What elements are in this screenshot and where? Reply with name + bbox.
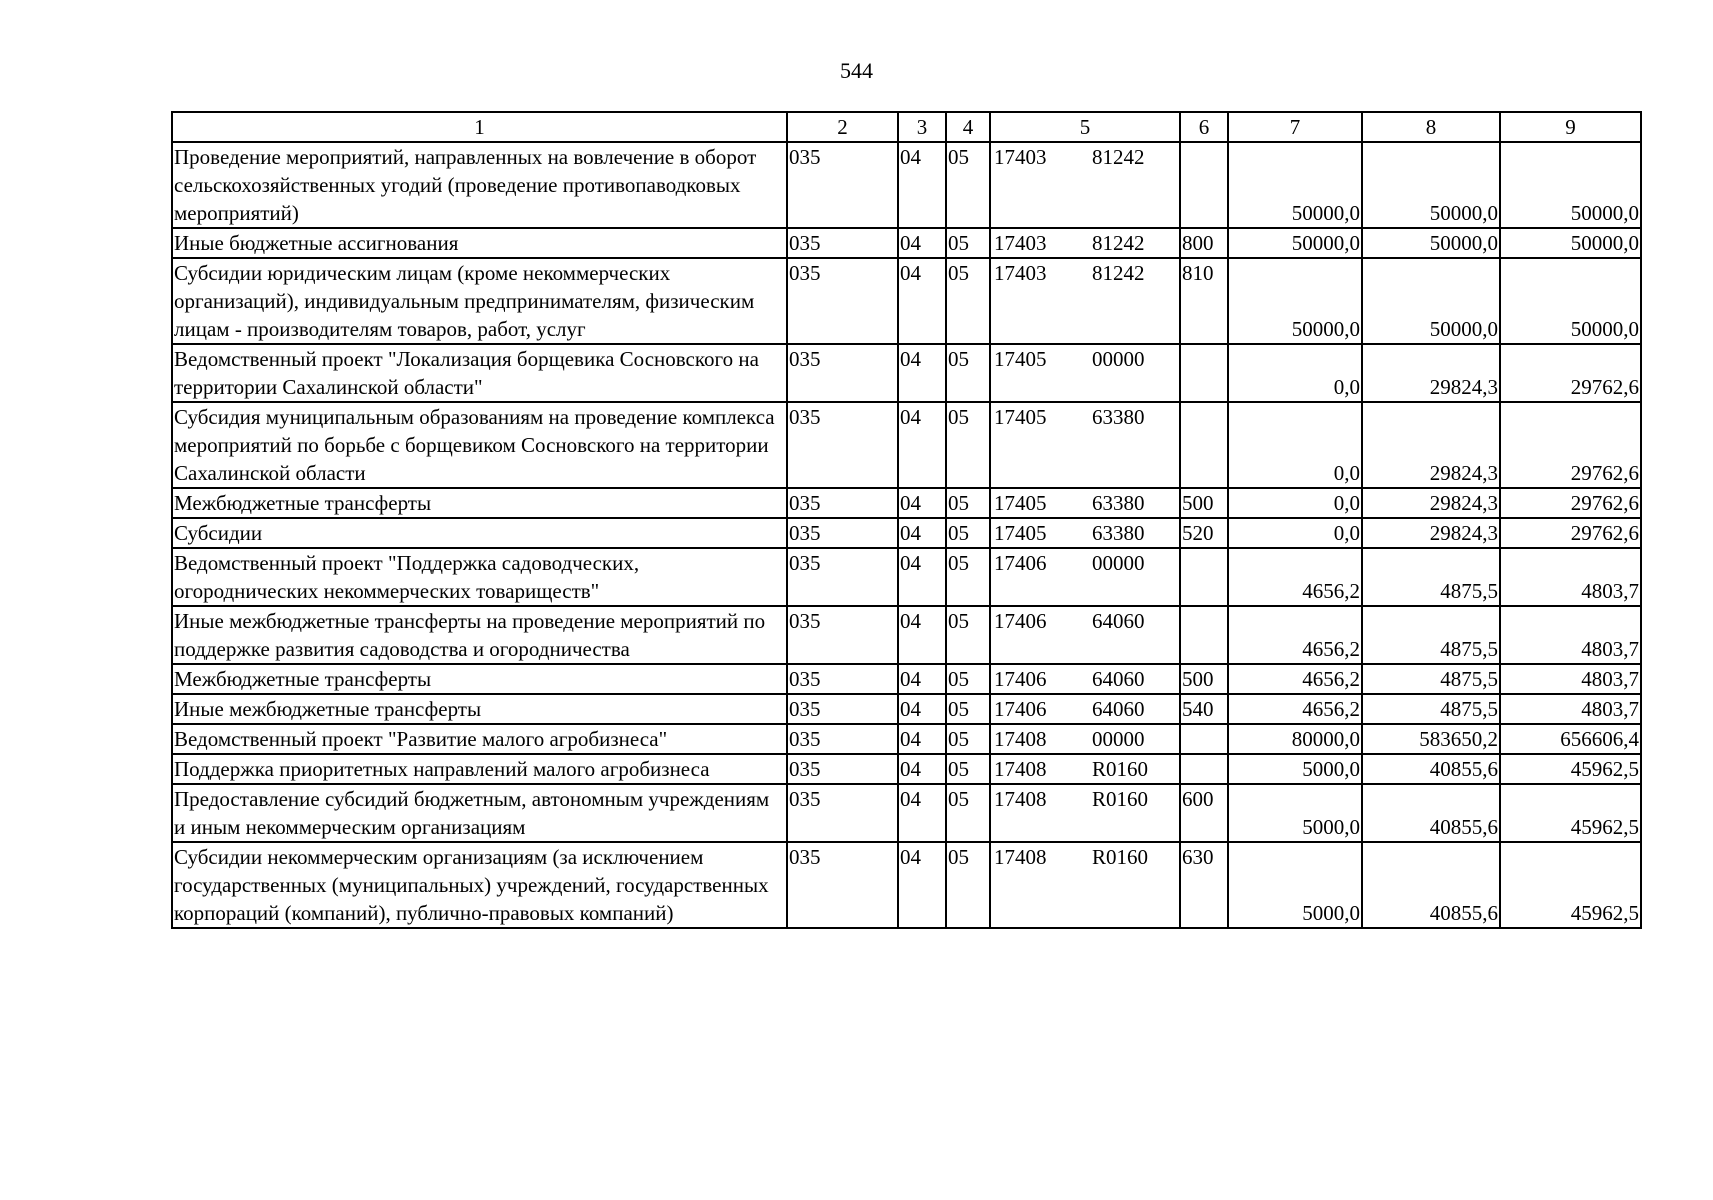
code-admin: 035 — [787, 258, 898, 344]
budget-table — [171, 111, 1642, 929]
amount-col-9: 29762,6 — [1500, 402, 1641, 488]
code-admin: 035 — [787, 694, 898, 724]
code-admin: 035 — [787, 518, 898, 548]
code-target — [990, 258, 1180, 344]
code-target-program: 17408 — [994, 787, 1047, 811]
amount-col-9: 45962,5 — [1500, 784, 1641, 842]
amount-col-7: 4656,2 — [1228, 548, 1362, 606]
code-target — [990, 784, 1180, 842]
code-section: 04 — [898, 548, 946, 606]
amount-col-8: 29824,3 — [1362, 488, 1500, 518]
amount-col-7: 50000,0 — [1228, 258, 1362, 344]
code-expense-type — [1180, 402, 1228, 488]
table-row — [172, 606, 1641, 664]
code-admin: 035 — [787, 228, 898, 258]
amount-col-8: 4875,5 — [1362, 548, 1500, 606]
code-target — [990, 664, 1180, 694]
amount-col-7: 4656,2 — [1228, 606, 1362, 664]
amount-col-7: 50000,0 — [1228, 142, 1362, 228]
code-target-program: 17408 — [994, 727, 1047, 751]
code-admin: 035 — [787, 842, 898, 928]
amount-col-7: 4656,2 — [1228, 694, 1362, 724]
table-row — [172, 142, 1641, 228]
table-row — [172, 344, 1641, 402]
code-target-direction: 00000 — [1092, 727, 1145, 751]
row-name: Проведение мероприятий, направленных на вовлечение в оборот сельскохозяйственных угодий (проведение противопаводковых мероприятий) — [172, 142, 787, 228]
amount-col-9: 29762,6 — [1500, 518, 1641, 548]
amount-col-8: 40855,6 — [1362, 754, 1500, 784]
table-row — [172, 784, 1641, 842]
table-row — [172, 518, 1641, 548]
code-target-direction: 81242 — [1092, 145, 1145, 169]
code-target — [990, 402, 1180, 488]
code-admin: 035 — [787, 606, 898, 664]
table-row — [172, 724, 1641, 754]
code-admin: 035 — [787, 754, 898, 784]
code-target — [990, 606, 1180, 664]
row-name: Ведомственный проект "Поддержка садоводческих, огороднических некоммерческих товариществ" — [172, 548, 787, 606]
amount-col-9: 45962,5 — [1500, 754, 1641, 784]
code-admin: 035 — [787, 344, 898, 402]
page-number: 544 — [840, 58, 873, 83]
code-subsection: 05 — [946, 402, 990, 488]
header-row — [172, 112, 1641, 142]
row-name: Субсидии юридическим лицам (кроме некоммерческих организаций), индивидуальным предпринимателям, физическим лицам - производителям товаров, работ, услуг — [172, 258, 787, 344]
row-name: Предоставление субсидий бюджетным, автономным учреждениям и иным некоммерческим организациям — [172, 784, 787, 842]
code-target-program: 17406 — [994, 667, 1047, 691]
code-target — [990, 488, 1180, 518]
code-target — [990, 842, 1180, 928]
table-row — [172, 488, 1641, 518]
amount-col-7: 4656,2 — [1228, 664, 1362, 694]
table-row — [172, 754, 1641, 784]
code-target-direction: 64060 — [1092, 667, 1145, 691]
table-row — [172, 842, 1641, 928]
code-admin: 035 — [787, 548, 898, 606]
code-subsection: 05 — [946, 754, 990, 784]
code-expense-type: 810 — [1180, 258, 1228, 344]
amount-col-9: 4803,7 — [1500, 606, 1641, 664]
code-subsection: 05 — [946, 344, 990, 402]
row-name: Иные бюджетные ассигнования — [172, 228, 787, 258]
code-target — [990, 754, 1180, 784]
code-target-program: 17405 — [994, 491, 1047, 515]
code-target-program: 17406 — [994, 697, 1047, 721]
code-target-direction: 63380 — [1092, 521, 1145, 545]
header-cell-5: 5 — [990, 112, 1180, 142]
code-admin: 035 — [787, 488, 898, 518]
code-subsection: 05 — [946, 606, 990, 664]
amount-col-9: 656606,4 — [1500, 724, 1641, 754]
amount-col-9: 29762,6 — [1500, 344, 1641, 402]
code-target — [990, 142, 1180, 228]
code-expense-type: 520 — [1180, 518, 1228, 548]
code-section: 04 — [898, 694, 946, 724]
code-expense-type: 540 — [1180, 694, 1228, 724]
code-target-direction: R0160 — [1092, 757, 1149, 781]
code-subsection: 05 — [946, 724, 990, 754]
row-name: Субсидия муниципальным образованиям на проведение комплекса мероприятий по борьбе с борщевиком Сосновского на территории Сахалинской области — [172, 402, 787, 488]
code-target — [990, 228, 1180, 258]
code-admin: 035 — [787, 784, 898, 842]
code-expense-type — [1180, 142, 1228, 228]
header-cell-7: 7 — [1228, 112, 1362, 142]
code-expense-type — [1180, 606, 1228, 664]
code-subsection: 05 — [946, 548, 990, 606]
row-name: Субсидии некоммерческим организациям (за исключением государственных (муниципальных) учреждений, государственных корпораций (компаний), публично-правовых компаний) — [172, 842, 787, 928]
table-row — [172, 694, 1641, 724]
code-target — [990, 694, 1180, 724]
amount-col-8: 4875,5 — [1362, 606, 1500, 664]
amount-col-9: 45962,5 — [1500, 842, 1641, 928]
code-subsection: 05 — [946, 142, 990, 228]
code-expense-type: 630 — [1180, 842, 1228, 928]
code-target-program: 17405 — [994, 347, 1047, 371]
code-subsection: 05 — [946, 258, 990, 344]
row-name: Ведомственный проект "Развитие малого агробизнеса" — [172, 724, 787, 754]
amount-col-7: 5000,0 — [1228, 754, 1362, 784]
header-cell-1: 1 — [172, 112, 787, 142]
table-body — [172, 142, 1641, 928]
table-row — [172, 402, 1641, 488]
code-target — [990, 518, 1180, 548]
code-target-program: 17406 — [994, 551, 1047, 575]
code-target-direction: R0160 — [1092, 845, 1149, 869]
amount-col-8: 40855,6 — [1362, 784, 1500, 842]
amount-col-8: 4875,5 — [1362, 694, 1500, 724]
header-cell-2: 2 — [787, 112, 898, 142]
code-expense-type: 600 — [1180, 784, 1228, 842]
table-row — [172, 228, 1641, 258]
code-expense-type: 800 — [1180, 228, 1228, 258]
code-target-program: 17408 — [994, 757, 1047, 781]
amount-col-9: 4803,7 — [1500, 694, 1641, 724]
header-cell-8: 8 — [1362, 112, 1500, 142]
row-name: Поддержка приоритетных направлений малого агробизнеса — [172, 754, 787, 784]
amount-col-7: 50000,0 — [1228, 228, 1362, 258]
code-target-direction: 81242 — [1092, 231, 1145, 255]
table-row — [172, 258, 1641, 344]
amount-col-9: 4803,7 — [1500, 548, 1641, 606]
amount-col-8: 50000,0 — [1362, 258, 1500, 344]
code-admin: 035 — [787, 664, 898, 694]
code-section: 04 — [898, 488, 946, 518]
code-target-direction: 00000 — [1092, 551, 1145, 575]
amount-col-9: 4803,7 — [1500, 664, 1641, 694]
code-subsection: 05 — [946, 842, 990, 928]
row-name: Межбюджетные трансферты — [172, 488, 787, 518]
code-section: 04 — [898, 228, 946, 258]
code-target-program: 17403 — [994, 145, 1047, 169]
amount-col-8: 4875,5 — [1362, 664, 1500, 694]
code-section: 04 — [898, 258, 946, 344]
code-section: 04 — [898, 606, 946, 664]
code-target-program: 17403 — [994, 261, 1047, 285]
amount-col-7: 5000,0 — [1228, 842, 1362, 928]
code-subsection: 05 — [946, 228, 990, 258]
code-section: 04 — [898, 402, 946, 488]
amount-col-7: 5000,0 — [1228, 784, 1362, 842]
code-subsection: 05 — [946, 694, 990, 724]
code-section: 04 — [898, 754, 946, 784]
header-cell-6: 6 — [1180, 112, 1228, 142]
code-expense-type — [1180, 754, 1228, 784]
code-target-direction: 64060 — [1092, 609, 1145, 633]
code-section: 04 — [898, 724, 946, 754]
header-cell-4: 4 — [946, 112, 990, 142]
row-name: Иные межбюджетные трансферты на проведение мероприятий по поддержке развития садоводства и огородничества — [172, 606, 787, 664]
code-subsection: 05 — [946, 518, 990, 548]
code-target — [990, 724, 1180, 754]
code-target-direction: 63380 — [1092, 491, 1145, 515]
amount-col-8: 29824,3 — [1362, 344, 1500, 402]
code-target-direction: 81242 — [1092, 261, 1145, 285]
code-subsection: 05 — [946, 784, 990, 842]
code-section: 04 — [898, 842, 946, 928]
code-target — [990, 548, 1180, 606]
row-name: Иные межбюджетные трансферты — [172, 694, 787, 724]
header-cell-9: 9 — [1500, 112, 1641, 142]
code-target-direction: 64060 — [1092, 697, 1145, 721]
code-target — [990, 344, 1180, 402]
amount-col-7: 0,0 — [1228, 488, 1362, 518]
row-name: Ведомственный проект "Локализация борщевика Сосновского на территории Сахалинской области" — [172, 344, 787, 402]
row-name: Межбюджетные трансферты — [172, 664, 787, 694]
amount-col-8: 583650,2 — [1362, 724, 1500, 754]
row-name: Субсидии — [172, 518, 787, 548]
code-target-program: 17405 — [994, 405, 1047, 429]
code-target-direction: R0160 — [1092, 787, 1149, 811]
header-cell-3: 3 — [898, 112, 946, 142]
code-section: 04 — [898, 344, 946, 402]
amount-col-9: 50000,0 — [1500, 228, 1641, 258]
code-admin: 035 — [787, 724, 898, 754]
amount-col-9: 29762,6 — [1500, 488, 1641, 518]
code-expense-type — [1180, 344, 1228, 402]
code-section: 04 — [898, 784, 946, 842]
code-expense-type: 500 — [1180, 488, 1228, 518]
amount-col-8: 29824,3 — [1362, 518, 1500, 548]
amount-col-9: 50000,0 — [1500, 258, 1641, 344]
table-row — [172, 548, 1641, 606]
code-admin: 035 — [787, 142, 898, 228]
amount-col-7: 0,0 — [1228, 402, 1362, 488]
code-expense-type: 500 — [1180, 664, 1228, 694]
code-admin: 035 — [787, 402, 898, 488]
amount-col-7: 80000,0 — [1228, 724, 1362, 754]
code-target-program: 17406 — [994, 609, 1047, 633]
code-target-program: 17408 — [994, 845, 1047, 869]
code-subsection: 05 — [946, 664, 990, 694]
amount-col-8: 29824,3 — [1362, 402, 1500, 488]
code-expense-type — [1180, 548, 1228, 606]
table-row — [172, 664, 1641, 694]
code-target-program: 17405 — [994, 521, 1047, 545]
code-section: 04 — [898, 518, 946, 548]
amount-col-9: 50000,0 — [1500, 142, 1641, 228]
code-section: 04 — [898, 142, 946, 228]
code-target-direction: 00000 — [1092, 347, 1145, 371]
amount-col-8: 50000,0 — [1362, 142, 1500, 228]
code-target-program: 17403 — [994, 231, 1047, 255]
code-expense-type — [1180, 724, 1228, 754]
code-subsection: 05 — [946, 488, 990, 518]
amount-col-7: 0,0 — [1228, 344, 1362, 402]
amount-col-8: 50000,0 — [1362, 228, 1500, 258]
amount-col-7: 0,0 — [1228, 518, 1362, 548]
code-section: 04 — [898, 664, 946, 694]
amount-col-8: 40855,6 — [1362, 842, 1500, 928]
code-target-direction: 63380 — [1092, 405, 1145, 429]
